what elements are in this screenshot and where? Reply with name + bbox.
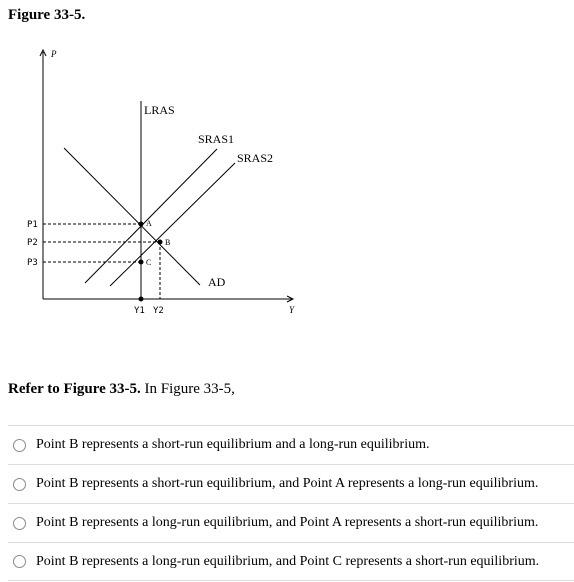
point-b-marker	[158, 240, 163, 245]
answer-options	[8, 425, 574, 581]
question-reference: Refer to Figure 33-5.	[8, 381, 141, 397]
point-a-marker	[139, 222, 144, 227]
y1-label: Y1	[134, 306, 145, 316]
y2-label: Y2	[153, 306, 164, 316]
p1-label: P1	[27, 220, 38, 230]
answer-option-text: Point B represents a short-run equilibrium, and Point A represents a long-run equilibrium.	[36, 476, 539, 491]
answer-option-2[interactable]	[8, 464, 574, 503]
answer-option-text: Point B represents a long-run equilibrium, and Point C represents a short-run equilibrium.	[36, 553, 540, 569]
lras-label: LRAS	[144, 103, 175, 117]
p3-label: P3	[27, 258, 38, 268]
answer-option-text: Point B represents a short-run equilibrium and a long-run equilibrium.	[36, 437, 430, 452]
sras1-label: SRAS1	[198, 132, 235, 146]
x-axis-label: Y	[289, 305, 295, 315]
point-b-label: B	[165, 238, 171, 247]
y-axis-label: P	[51, 49, 57, 59]
question-text	[8, 381, 235, 398]
point-c-marker	[139, 260, 144, 265]
y1-axis-marker	[139, 297, 144, 302]
answer-option-3[interactable]	[8, 503, 574, 542]
radio-button[interactable]	[13, 555, 26, 568]
radio-button[interactable]	[13, 439, 26, 452]
radio-button[interactable]	[13, 478, 26, 491]
sras2-label: SRAS2	[237, 151, 274, 165]
question-body: In Figure 33-5,	[140, 381, 235, 397]
answer-option-4[interactable]	[8, 542, 574, 581]
radio-button[interactable]	[13, 517, 26, 530]
answer-option-1[interactable]	[8, 425, 574, 464]
ad-label: AD	[208, 275, 226, 289]
answer-option-text: Point B represents a long-run equilibrium, and Point A represents a short-run equilibrium.	[36, 515, 539, 530]
p2-label: P2	[27, 238, 38, 248]
point-c-label: C	[146, 258, 152, 267]
figure-title: Figure 33-5.	[8, 7, 86, 23]
point-a-label: A	[146, 219, 152, 228]
